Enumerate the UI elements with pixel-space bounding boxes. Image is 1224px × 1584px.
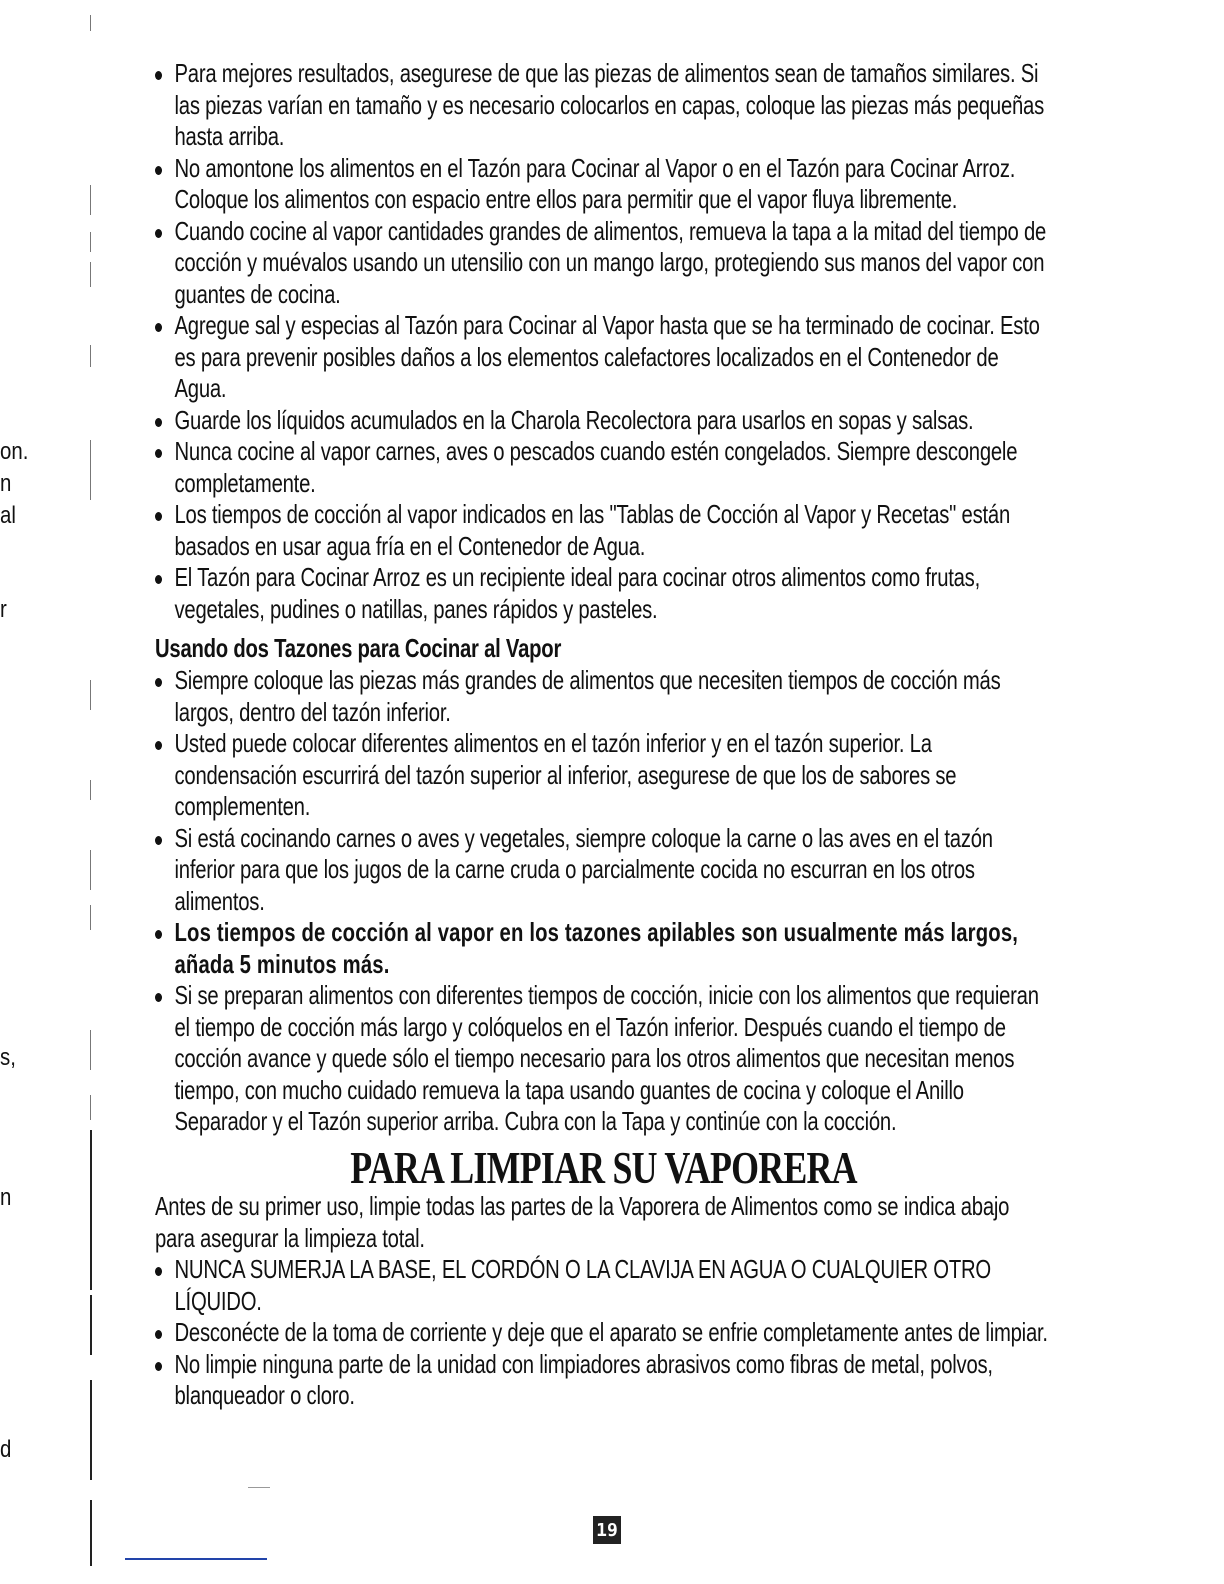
divider — [248, 1487, 270, 1488]
list-item: Si se preparan alimentos con diferentes tiempos de cocción, inicie con los alimentos que requieran el tiempo de cocción más largo y colóquelos en el Tazón inferior. Después cuando el tiempo de cocción avance y quede sólo el tiempo necesario para los otros alimentos que necesitan menos tiempo, con mucho cuidado remueva la tapa usando guantes de cocina y coloque el Anillo Separador y el Tazón superior arriba. Cubra con la Tapa y continúe con la cocción. — [155, 980, 1052, 1138]
gutter-line — [90, 1130, 92, 1290]
bullet-icon — [155, 166, 162, 175]
page-number: 19 — [593, 1516, 621, 1544]
list-item: Para mejores resultados, asegurese de que las piezas de alimentos sean de tamaños similares. Si las piezas varían en tamaño y es necesario colocarlos en capas, coloque las piezas más pequeñas hasta arriba. — [155, 58, 1052, 153]
bleed-text: s, — [0, 1044, 16, 1071]
bullet-icon — [155, 512, 162, 521]
bullet-icon — [155, 930, 162, 939]
bullet-icon — [155, 418, 162, 427]
bullet-icon — [155, 678, 162, 687]
bullet-icon — [155, 575, 162, 584]
gutter-line — [90, 1500, 92, 1566]
bleed-text: n — [0, 470, 12, 497]
gutter-line — [90, 1380, 92, 1480]
bullet-icon — [155, 229, 162, 238]
gutter-mark — [90, 15, 91, 31]
list-item: Cuando cocine al vapor cantidades grandes de alimentos, remueva la tapa a la mitad del tiempo de cocción y muévalos usando un utensilio con un mango largo, protegiendo sus manos del vapor con guantes de cocina. — [155, 216, 1052, 311]
gutter-mark — [90, 905, 91, 930]
gutter-line — [90, 1295, 92, 1355]
bullet-icon — [155, 323, 162, 332]
bleed-text: on. — [0, 438, 29, 465]
bullet-icon — [155, 71, 162, 80]
list-item: El Tazón para Cocinar Arroz es un recipiente ideal para cocinar otros alimentos como frutas, vegetales, pudines o natillas, panes rápidos y pasteles. — [155, 562, 1052, 625]
bleed-text: d — [0, 1436, 12, 1463]
gutter-mark — [90, 780, 91, 800]
list-item: Desconécte de la toma de corriente y deje que el aparato se enfrie completamente antes de limpiar. — [155, 1317, 1052, 1349]
gutter-mark — [90, 262, 91, 287]
bleed-text: r — [0, 596, 7, 623]
list-item: No limpie ninguna parte de la unidad con limpiadores abrasivos como fibras de metal, polvos, blanqueador o cloro. — [155, 1349, 1052, 1412]
bullet-icon — [155, 1267, 162, 1276]
page-content — [155, 58, 1055, 1412]
gutter-mark — [90, 850, 91, 890]
subheading: Usando dos Tazones para Cocinar al Vapor — [155, 633, 562, 663]
gutter-mark — [90, 1095, 91, 1120]
bleed-text: n — [0, 1184, 12, 1211]
bleed-text: al — [0, 502, 16, 529]
list-item: Agregue sal y especias al Tazón para Cocinar al Vapor hasta que se ha terminado de cocinar. Esto es para prevenir posibles daños a los elementos calefactores localizados en el Contenedor de Agua. — [155, 310, 1052, 405]
list-item: Usted puede colocar diferentes alimentos en el tazón inferior y en el tazón superior. La condensación escurrirá del tazón superior al inferior, asegurese de que los de sabores se complementen. — [155, 728, 1052, 823]
bullet-icon — [155, 449, 162, 458]
bullet-icon — [155, 741, 162, 750]
list-item: No amontone los alimentos en el Tazón para Cocinar al Vapor o en el Tazón para Cocinar Arroz. Coloque los alimentos con espacio entre ellos para permitir que el vapor fluya libremente. — [155, 153, 1052, 216]
gutter-mark — [90, 680, 91, 710]
divider — [125, 1558, 267, 1560]
gutter-mark — [90, 1030, 91, 1070]
list-item-bold: Los tiempos de cocción al vapor en los tazones apilables son usualmente más largos, añada 5 minutos más. — [155, 917, 1052, 980]
bullet-icon — [155, 836, 162, 845]
gutter-mark — [90, 185, 91, 215]
section-title: PARA LIMPIAR SU VAPORERA — [350, 1141, 857, 1193]
list-item: Nunca cocine al vapor carnes, aves o pescados cuando estén congelados. Siempre descongele completamente. — [155, 436, 1052, 499]
bullet-icon — [155, 1330, 162, 1339]
list-item: NUNCA SUMERJA LA BASE, EL CORDÓN O LA CLAVIJA EN AGUA O CUALQUIER OTRO LÍQUIDO. — [155, 1254, 1052, 1317]
bullet-icon — [155, 993, 162, 1002]
gutter-mark — [90, 345, 91, 367]
bullet-icon — [155, 1362, 162, 1371]
two-bowls-list — [155, 665, 1052, 1138]
list-item: Guarde los líquidos acumulados en la Charola Recolectora para usarlos en sopas y salsas. — [155, 405, 1052, 437]
cleaning-list — [155, 1254, 1052, 1412]
list-item: Siempre coloque las piezas más grandes de alimentos que necesiten tiempos de cocción más largos, dentro del tazón inferior. — [155, 665, 1052, 728]
list-item: Los tiempos de cocción al vapor indicados en las "Tablas de Cocción al Vapor y Recetas" están basados en usar agua fría en el Contenedor de Agua. — [155, 499, 1052, 562]
gutter-mark — [90, 232, 91, 252]
gutter-mark — [90, 440, 91, 500]
tips-list — [155, 58, 1052, 625]
intro-paragraph: Antes de su primer uso, limpie todas las partes de la Vaporera de Alimentos como se indica abajo para asegurar la limpieza total. — [155, 1191, 1010, 1253]
list-item: Si está cocinando carnes o aves y vegetales, siempre coloque la carne o las aves en el tazón inferior para que los jugos de la carne cruda o parcialmente cocida no escurran en los otros alimentos. — [155, 823, 1052, 918]
text-column — [155, 58, 1052, 1412]
